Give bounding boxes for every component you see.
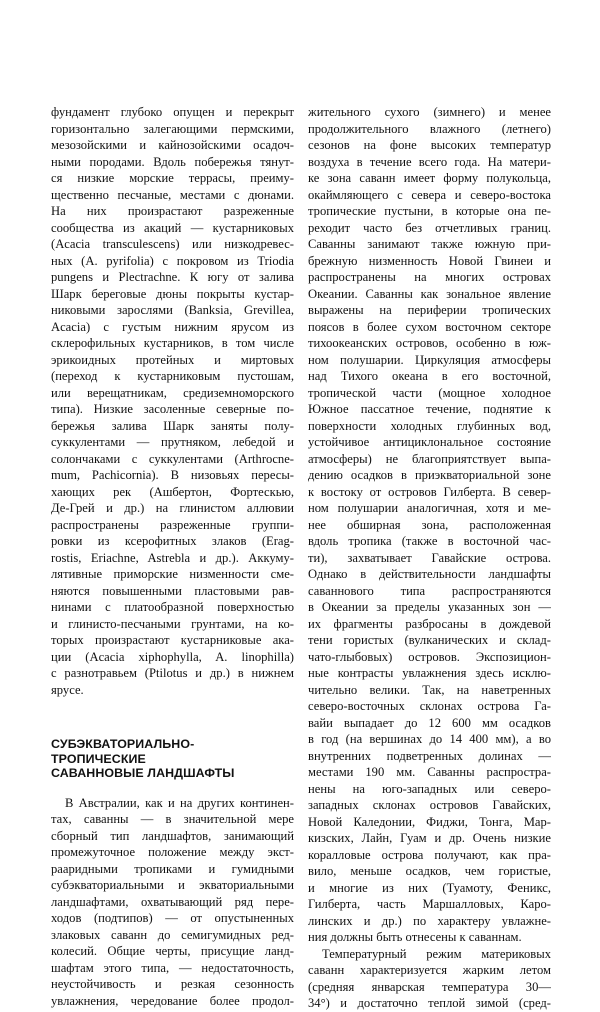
text-line: и глинисто-песчаными грунтами, на ко- (51, 616, 294, 631)
text-line: ходов (подтипов) — от опустыненных (51, 911, 294, 925)
text-line: тах, саванны — в значительной мере (51, 812, 294, 826)
text-line: (переход к кустарниковым пустошам, (51, 369, 294, 383)
text-line: ном полушарии. Циркуляция атмосферы (308, 352, 551, 367)
text-line: В Австралии, как и на других континен- (65, 795, 294, 810)
text-line: фундамент глубоко опущен и перекрыт (51, 105, 294, 119)
section-gap (51, 698, 294, 737)
text-line: ландшафтами, охватывающий ряд пере- (51, 894, 294, 909)
text-line: чительно велики. Так, на наветренных (308, 682, 551, 697)
text-line: нее обширная зона, расположенная (308, 517, 551, 532)
text-line: солончаками с суккулентами (Arthrocne- (51, 451, 294, 466)
text-line: хающих рек (Ашбертон, Фортескью, (51, 484, 294, 499)
text-line: rostis, Eriachne, Astrebla и др.). Аккуму- (51, 550, 294, 565)
heading-line: СУБЭКВАТОРИАЛЬНО- (51, 737, 195, 751)
text-line: ровки из ксерофитных злаков (Erag- (51, 534, 294, 548)
text-line: в Океании за пределы указанных зон — (308, 600, 551, 614)
paragraph-pre-heading (51, 104, 294, 698)
text-line: нинами с платообразной поверхностью (51, 600, 294, 614)
text-line: никовыми зарослями (Banksia, Grevillea, (51, 303, 294, 317)
text-line: и многие из них (Туамоту, Феникс, (308, 880, 551, 895)
text-line: западных склонах островов Гавайских, (308, 798, 551, 812)
text-line: поверхности холодных глубинных вод, (308, 418, 551, 433)
text-line: горизонтально залегающими пермскими, (51, 121, 294, 136)
text-line: продолжительного влажного (летнего) (308, 121, 551, 136)
text-line: неустойчивость и резкая сезонность (51, 977, 294, 991)
text-line: 34°) и достаточно теплой зимой (сред- (308, 996, 551, 1010)
text-line: няются повышенными пластовыми рав- (51, 583, 294, 598)
text-line: кизских, Лайн, Гуам и др. Очень низкие (308, 831, 551, 845)
text-line: вайи выпадает до 12 600 мм осадков (308, 715, 551, 730)
text-line: тропической части (мощное холодное (308, 385, 551, 400)
text-line: вдоль тропика (также в восточной час- (308, 534, 551, 548)
text-line: к востоку от островов Гилберта. В север- (308, 484, 551, 499)
text-line: (средняя январская температура 30— (308, 979, 551, 994)
text-line: дению осадков в приэкваториальной зоне (308, 468, 551, 482)
section-heading (51, 737, 294, 781)
text-line: реходит часто без отчетливых границ. (308, 220, 551, 235)
text-line: над Тихого океана в его восточной, (308, 369, 551, 383)
text-line: Однако в действительности ландшафты (308, 567, 551, 581)
text-line: mum, Pachicornia). В низовьях пересы- (51, 468, 294, 482)
text-line: тени гористых (вулканических и склад- (308, 633, 551, 647)
text-line: промежуточное положение между экст- (51, 845, 294, 859)
text-line: Гилберта, часть Маршалловых, Каро- (308, 897, 551, 911)
text-line: окаймляющего с севера и северо-востока (308, 187, 551, 202)
text-line: торых произрастают кустарниковые ака- (51, 633, 294, 647)
text-line: (Acacia transculescens) или низкодревес- (51, 237, 294, 251)
text-line: сборный тип ландшафтов, занимающий (51, 828, 294, 843)
text-line: воздуха в течение всего года. На матери- (308, 154, 551, 169)
text-line: их фрагменты разбросаны в дождевой (308, 616, 551, 631)
text-line: шафтам этого типа, — недостаточность, (51, 960, 294, 975)
text-line: поясов в более сухом восточном секторе (308, 319, 551, 334)
text-line: Температурный режим материковых (322, 946, 551, 961)
text-line: Южное пассатное течение, поднятие к (308, 402, 551, 416)
text-line: суккулентами — прутняком, лебедой и (51, 435, 294, 449)
text-line: злаковых саванн до семигумидных ред- (51, 927, 294, 942)
text-line: ные контрасты увлажнения здесь исклю- (308, 666, 551, 680)
text-line: саванн характеризуется жарким летом (308, 963, 551, 977)
text-line: На них произрастают разреженные (51, 204, 294, 218)
text-line: Шарк береговые дюны покрыты кустар- (51, 286, 294, 301)
text-line: с разнотравьем (Ptilotus и др.) в нижнем (51, 666, 294, 680)
text-line: Океании. Саванны как зональное явление (308, 286, 551, 301)
text-line: жительного сухого (зимнего) и менее (308, 105, 551, 119)
text-line: распространены разреженные группи- (51, 517, 294, 532)
text-line: рааридными тропиками и гумидными (51, 861, 294, 876)
right-column (308, 104, 551, 1012)
text-line: ции (Acacia xiphophylla, A. linophilla) (51, 649, 294, 664)
text-line: лятивные приморские низменности сме- (51, 567, 294, 581)
text-line: устойчивое антициклональное состояние (308, 435, 551, 449)
text-line: Де-Грей и др.) на глинистом аллювии (51, 501, 294, 515)
text-line: эрикоидных протейных и миртовых (51, 352, 294, 367)
heading-line: САВАННОВЫЕ ЛАНДШАФТЫ (51, 766, 235, 780)
text-line: ния должны быть отнесены к саваннам. (308, 930, 522, 944)
text-line: сообщества из акаций — кустарниковых (51, 220, 294, 235)
text-line: ных (A. pyrifolia) с покровом из Triodia (51, 253, 294, 268)
paragraph-savanna-intro (51, 795, 294, 1010)
text-line: вило, меньше осадков, чем гористые, (308, 864, 551, 878)
text-line: Саванны занимают также южную при- (308, 237, 551, 251)
text-line: Acacia) с густым нижним ярусом из (51, 319, 294, 334)
text-line: саваннового типа распространяются (308, 583, 551, 598)
text-line: выражены на периферии тропических (308, 303, 551, 317)
text-line: ти), захватывает Гавайские острова. (308, 550, 551, 565)
text-line: ке зона саванн имеет форму полукольца, (308, 171, 551, 185)
paragraph-temperature-regime (308, 946, 551, 1012)
text-line: тихоокеанских островов, особенно в юж- (308, 336, 551, 350)
text-line: ярусе. (51, 682, 84, 697)
text-line: в год (на вершинах до 14 400 мм), а во (308, 732, 551, 746)
text-line: бережья залива Шарк заняты полу- (51, 418, 294, 433)
text-line: pungens и Plectrachne. К югу от залива (51, 270, 294, 284)
text-line: мезозойскими и кайнозойскими осадоч- (51, 138, 294, 152)
text-line: щественно песчаные, местами с дюнами. (51, 187, 294, 202)
heading-gap (51, 781, 294, 795)
text-line: нены на юго-западных или северо- (308, 781, 551, 796)
text-line: тропические пустыни, в которые она пе- (308, 204, 551, 218)
text-line: типа). Низкие засоленные северные по- (51, 402, 294, 416)
text-line: внутренних подветренных долинах — (308, 748, 551, 763)
heading-line: ТРОПИЧЕСКИЕ (51, 751, 146, 766)
text-line: местами 190 мм. Саванны распростра- (308, 765, 551, 779)
text-line: колесий. Общие черты, присущие ланд- (51, 944, 294, 958)
text-line: Новой Каледонии, Фиджи, Тонга, Мар- (308, 814, 551, 829)
text-line: северо-восточных склонах острова Га- (308, 699, 551, 713)
left-column (51, 104, 294, 1009)
paragraph-savanna-distribution (308, 104, 551, 946)
text-line: ся низкие морские террасы, преиму- (51, 171, 294, 185)
text-line: чато-глыбовых) островов. Экспозицион- (308, 649, 551, 664)
text-line: ными породами. Вдоль побережья тянут- (51, 154, 294, 169)
text-line: брежную низменность Новой Гвинеи и (308, 253, 551, 268)
text-line: атмосферы) не благоприятствует выпа- (308, 451, 551, 466)
text-line: линских и др.) по характеру увлажне- (308, 913, 551, 928)
text-line: субэкваториальными и экваториальными (51, 878, 294, 892)
text-line: распространены на многих островах (308, 270, 551, 284)
text-line: склерофильных кустарников, в том числе (51, 336, 294, 350)
text-line: сезонов на фоне высоких температур (308, 138, 551, 152)
text-line: ном полушарии аналогичная, хотя и ме- (308, 501, 551, 515)
text-line: увлажнения, чередование более продол- (51, 993, 294, 1008)
text-line: коралловые острова получают, как пра- (308, 847, 551, 862)
text-line: или верещатникам, средиземноморского (51, 385, 294, 400)
